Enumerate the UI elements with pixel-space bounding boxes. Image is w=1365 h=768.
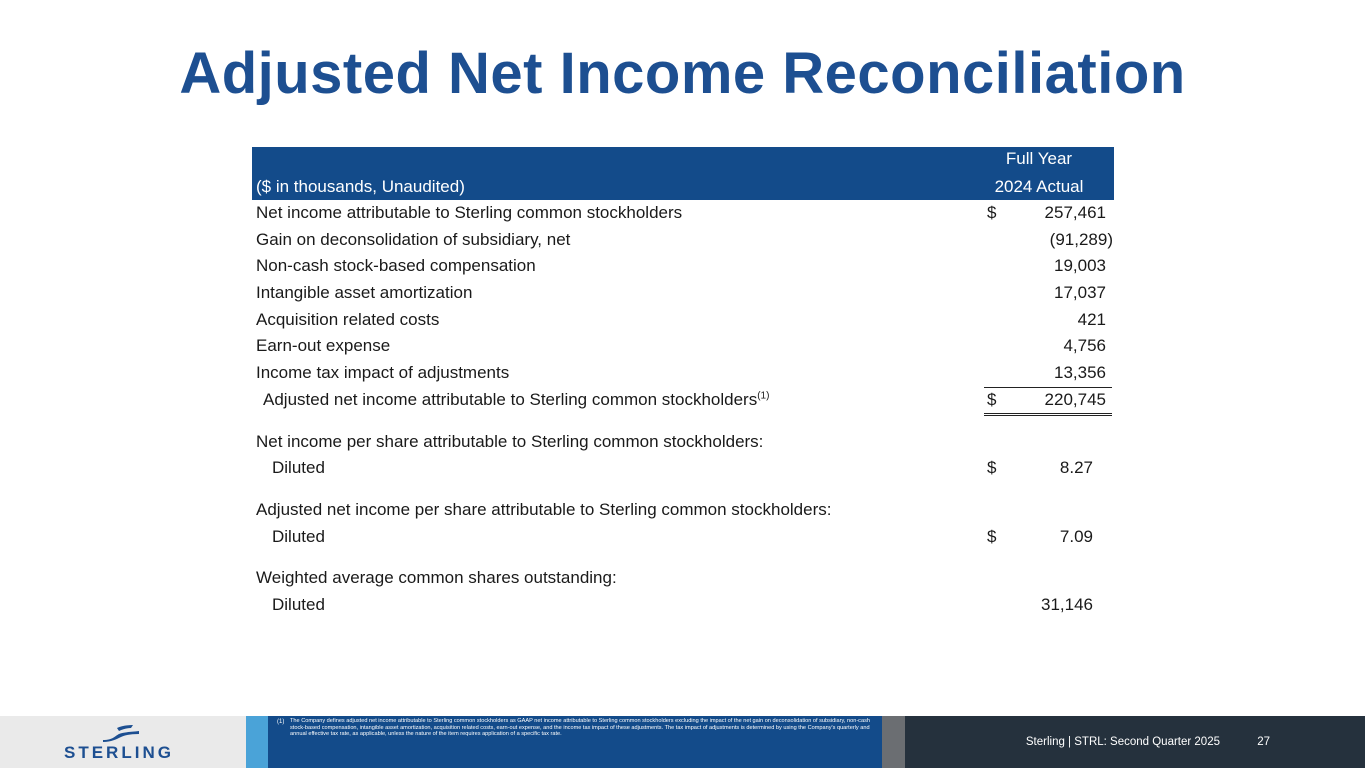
logo-panel	[0, 716, 246, 768]
logo-wordmark: STERLING	[64, 743, 174, 762]
row-label	[263, 387, 769, 414]
row-value: 17,037	[1054, 283, 1106, 303]
total-label-text: Adjusted net income attributable to Sterling common stockholders	[263, 389, 758, 409]
table-row	[252, 524, 1114, 551]
table-row	[252, 227, 1114, 254]
footnote-number: (1)	[277, 719, 285, 725]
dollar-sign: $	[987, 526, 997, 546]
total-row	[252, 387, 1114, 414]
table-row	[252, 592, 1114, 619]
row-label: Weighted average common shares outstanding:	[256, 568, 617, 588]
sterling-swoosh-icon	[101, 724, 141, 744]
dollar-sign: $	[987, 389, 997, 409]
footnote-marker: (1)	[757, 390, 770, 402]
row-label: Adjusted net income per share attributable to Sterling common stockholders:	[256, 499, 832, 519]
row-label: Net income attributable to Sterling common stockholders	[256, 203, 683, 222]
row-label: Acquisition related costs	[256, 309, 440, 329]
dollar-sign: $	[987, 458, 997, 478]
footnote-text: The Company defines adjusted net income attributable to Sterling common stockholders as GAAP net income attributable to Sterling common stockholders excluding the impact of the net gain on deconsolidation of subsidiary, non-cash stock-based compensation, intangible asset amortization, acquisition related costs, earn-out expense, and the income tax impact of these adjustments. The tax impact of adjustments is determined by using the Company's quarterly and annual effective tax rate, as applicable, unless the nature of the item requires application of a specific tax rate.	[290, 718, 871, 738]
footer-divider	[882, 716, 905, 768]
row-value: 421	[1077, 309, 1106, 329]
row-label: Diluted	[272, 458, 325, 478]
reconciliation-table	[252, 147, 1114, 619]
page-title: Adjusted Net Income Reconciliation	[179, 41, 1186, 106]
dollar-sign: $	[987, 203, 997, 222]
table-row	[252, 333, 1114, 360]
row-label: Gain on deconsolidation of subsidiary, net	[256, 229, 571, 249]
row-value: 4,756	[1063, 336, 1106, 356]
table-row	[252, 455, 1114, 482]
row-label: Intangible asset amortization	[256, 283, 473, 303]
table-row	[252, 200, 1114, 227]
table-header	[252, 147, 1114, 200]
footer-meta-text: Sterling | STRL: Second Quarter 2025	[1025, 736, 1220, 748]
row-value: 257,461	[1044, 203, 1106, 222]
double-underline	[984, 413, 1112, 416]
row-value: 13,356	[1054, 363, 1106, 383]
row-label: Income tax impact of adjustments	[256, 363, 510, 383]
row-value: (91,289)	[1049, 229, 1113, 249]
row-label: Diluted	[272, 526, 325, 546]
table-row	[252, 360, 1114, 387]
footer-bar	[0, 716, 1365, 768]
row-value: 31,146	[1041, 594, 1093, 614]
header-period-line1: Full Year	[1005, 149, 1073, 168]
table-row	[252, 253, 1114, 280]
row-value: 8.27	[1059, 458, 1093, 478]
footer-accent	[246, 716, 268, 768]
row-value: 7.09	[1059, 526, 1093, 546]
row-value: 19,003	[1054, 256, 1106, 276]
row-label: Earn-out expense	[256, 336, 391, 356]
row-label: Diluted	[272, 594, 325, 614]
eps-heading	[252, 565, 1114, 592]
row-value: 220,745	[1044, 389, 1106, 409]
eps-heading	[252, 497, 1114, 524]
row-label: Non-cash stock-based compensation	[256, 256, 536, 276]
footer-meta-panel	[905, 716, 1365, 768]
page-number: 27	[1257, 736, 1270, 748]
footnote-panel	[268, 716, 882, 768]
table-row	[252, 280, 1114, 307]
header-period-line2: 2024 Actual	[994, 177, 1084, 196]
header-label: ($ in thousands, Unaudited)	[256, 177, 465, 196]
row-label: Net income per share attributable to Sterling common stockholders:	[256, 431, 764, 451]
eps-heading	[252, 429, 1114, 456]
table-row	[252, 307, 1114, 334]
